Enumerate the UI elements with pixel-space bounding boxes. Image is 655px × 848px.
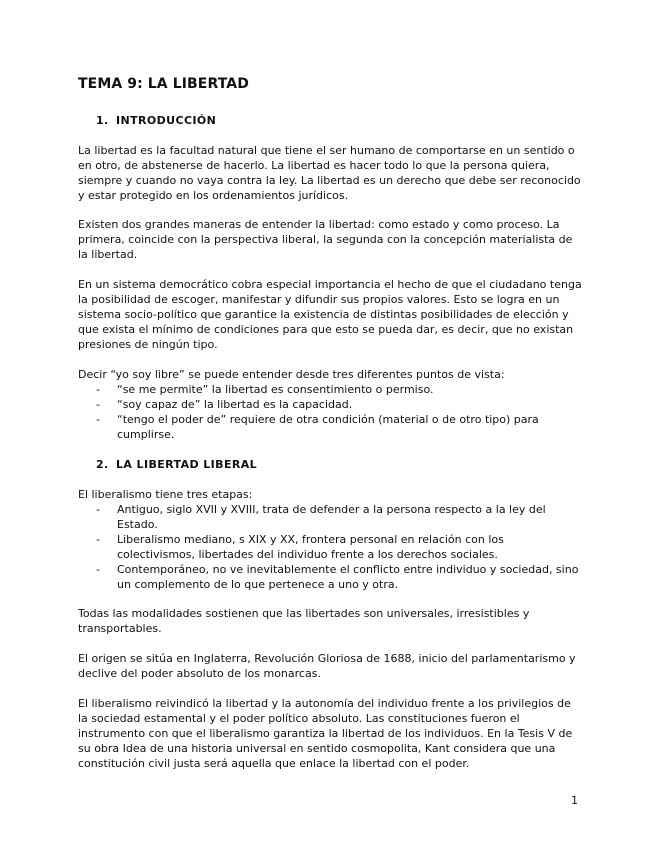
list-item: - Antiguo, siglo XVII y XVIII, trata de defender a la persona respecto a la ley del Estado. <box>96 503 546 531</box>
list-item: - “soy capaz de” la libertad es la capacidad. <box>96 398 353 411</box>
paragraph: El liberalismo tiene tres etapas: <box>78 488 253 501</box>
section-heading-libertad-liberal <box>96 458 257 471</box>
paragraph: La libertad es la facultad natural que tiene el ser humano de comportarse en un sentido o en otro, de abstenerse de hacerlo. La libertad es hacer todo lo que la persona quiera, siempre y cuando no vaya contra la ley. La libertad es un derecho que debe ser reconocido y estar protegido en los ordenamientos jurídicos. <box>78 144 581 202</box>
list-item: - “se me permite” la libertad es consentimiento o permiso. <box>96 383 434 396</box>
section-number: 2. <box>96 458 109 471</box>
paragraph: El liberalismo reivindicó la libertad y la autonomía del individuo frente a los privilegios de la sociedad estamental y el poder político absoluto. Las constituciones fueron el instrumento con que el liberalismo garantiza la libertad de los individuos. En la Tesis V de su obra Idea de una historia universal en sentido cosmopolita, Kant considera que una constitución civil justa será aquella que enlace la libertad con el poder. <box>78 697 573 770</box>
page-title: TEMA 9: LA LIBERTAD <box>78 76 249 92</box>
page-number: 1 <box>571 794 578 807</box>
section-title: LA LIBERTAD LIBERAL <box>116 458 258 471</box>
section-heading-introduccion <box>96 114 216 127</box>
paragraph: En un sistema democrático cobra especial importancia el hecho de que el ciudadano tenga la posibilidad de escoger, manifestar y difundir sus propios valores. Esto se logra en un sistema socio-político que garantice la existencia de distintas posibilidades de elección y que exista el mínimo de condiciones para que esto se pueda dar, es decir, que no existan presiones de ningún tipo. <box>78 278 582 351</box>
paragraph: Decir “yo soy libre” se puede entender desde tres diferentes puntos de vista: <box>78 368 505 381</box>
bullet-dash: - <box>96 383 100 396</box>
bullet-dash: - <box>96 533 100 546</box>
bullet-dash: - <box>96 413 100 426</box>
bullet-dash: - <box>96 563 100 576</box>
list-viewpoints <box>96 382 583 442</box>
section-title: INTRODUCCIÓN <box>116 114 217 127</box>
list-item: - Liberalismo mediano, s XIX y XX, frontera personal en relación con los colectivismos, libertades del individuo frente a los derechos sociales. <box>96 533 504 561</box>
list-item: - “tengo el poder de” requiere de otra condición (material o de otro tipo) para cumplirse. <box>96 413 539 441</box>
list-stages <box>96 502 583 592</box>
bullet-dash: - <box>96 503 100 516</box>
section-number: 1. <box>96 114 109 127</box>
bullet-dash: - <box>96 398 100 411</box>
paragraph: El origen se sitúa en Inglaterra, Revolución Gloriosa de 1688, inicio del parlamentarismo y declive del poder absoluto de los monarcas. <box>78 652 576 680</box>
list-item: - Contemporáneo, no ve inevitablemente el conflicto entre individuo y sociedad, sino un complemento de lo que pertenece a uno y otra. <box>96 563 579 591</box>
paragraph: Existen dos grandes maneras de entender la libertad: como estado y como proceso. La primera, coincide con la perspectiva liberal, la segunda con la concepción materialista de la libertad. <box>78 218 573 261</box>
paragraph: Todas las modalidades sostienen que las libertades son universales, irresistibles y transportables. <box>78 607 530 635</box>
